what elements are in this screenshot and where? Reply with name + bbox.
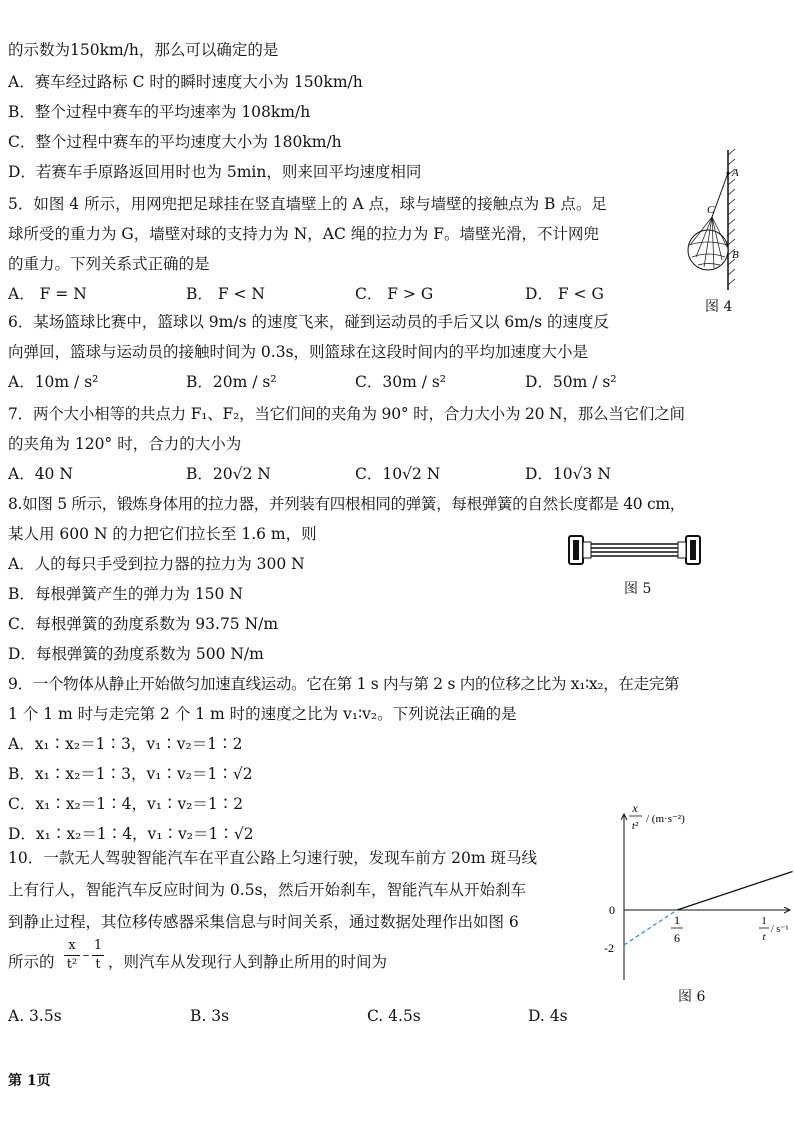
q7-stem-2: 的夹角为 120° 时，合力的大小为 [8, 435, 242, 453]
q5-option-c: C． F > G [355, 285, 434, 303]
q9-stem-2: 1 个 1 m 时与走完第 2 个 1 m 时的速度之比为 v₁∶v₂。下列说法正确的是 [8, 705, 517, 723]
q6-option-d: D．50m / s² [525, 373, 617, 391]
fig6-ylabel-unit: / (m·s⁻²) [646, 813, 685, 825]
q9-option-c: C．x₁∶x₂＝1∶4，v₁∶v₂＝1∶2 [8, 795, 244, 813]
q5-option-b: B． F < N [186, 285, 265, 303]
q5-stem-1: 5．如图 4 所示，用网兜把足球挂在竖直墙壁上的 A 点，球与墙壁的接触点为 B 点。足 [8, 195, 607, 213]
q9-option-d: D．x₁∶x₂＝1∶4，v₁∶v₂＝1∶√2 [8, 825, 254, 843]
q9-option-a: A．x₁∶x₂＝1∶3，v₁∶v₂＝1∶2 [8, 735, 243, 753]
q5-option-a: A． F = N [8, 285, 87, 303]
q10-stem-4-pre: 所示的 [8, 953, 55, 971]
q7-option-b: B．20√2 N [186, 465, 271, 483]
q9-option-b: B．x₁∶x₂＝1∶3，v₁∶v₂＝1∶√2 [8, 765, 253, 783]
q4-option-c: C．整个过程中赛车的平均速度大小为 180km/h [8, 133, 342, 151]
figure-5 [566, 533, 706, 567]
q10-option-a: A. 3.5s [8, 1007, 62, 1025]
fig6-x-tick-den: 6 [674, 931, 680, 945]
q10-stem-4-post: ，则汽车从发现行人到静止所用的时间为 [108, 953, 388, 971]
q9-stem-1: 9．一个物体从静止开始做匀加速直线运动。它在第 1 s 内与第 2 s 内的位移之比为 x₁∶x₂，在走完第 [8, 675, 680, 693]
q10-option-d: D. 4s [528, 1007, 568, 1025]
q8-option-a: A．人的每只手受到拉力器的拉力为 300 N [8, 555, 305, 573]
q4-option-b: B．整个过程中赛车的平均速率为 108km/h [8, 103, 311, 121]
fig4-label-b: B [732, 249, 739, 261]
q10-frac-dash: – [82, 948, 90, 963]
fig6-solid-line [677, 872, 793, 911]
page-footer: 第 1页 [8, 1073, 51, 1089]
q10-frac-num-1: x [68, 938, 76, 953]
q7-option-d: D．10√3 N [525, 465, 611, 483]
q8-stem-1: 8.如图 5 所示，锻炼身体用的拉力器，并列装有四根相同的弹簧，每根弹簧的自然长度都是 40 cm， [8, 495, 685, 513]
q5-stem-3: 的重力。下列关系式正确的是 [8, 255, 210, 273]
figure-4 [680, 145, 760, 295]
q10-option-c: C. 4.5s [367, 1007, 421, 1025]
fig6-xlabel-den: t [762, 931, 766, 943]
q6-option-a: A．10m / s² [8, 373, 99, 391]
figure-6 [596, 800, 794, 990]
fig6-dashed-line [624, 910, 677, 945]
q8-option-c: C．每根弹簧的劲度系数为 93.75 N/m [8, 615, 279, 633]
q4-option-a: A．赛车经过路标 C 时的瞬时速度大小为 150km/h [8, 73, 363, 91]
q4-option-d: D．若赛车手原路返回用时也为 5min，则来回平均速度相同 [8, 163, 422, 181]
q5-option-d: D． F < G [525, 285, 604, 303]
q10-frac-bar-1 [64, 955, 80, 956]
q10-stem-1: 10．一款无人驾驶智能汽车在平直公路上匀速行驶，发现车前方 20m 斑马线 [8, 849, 538, 867]
q7-option-a: A．40 N [8, 465, 73, 483]
q10-option-b: B. 3s [190, 1007, 230, 1025]
q5-stem-2: 球所受的重力为 G，墙壁对球的支持力为 N，AC 绳的拉力为 F。墙壁光滑，不计网兜 [8, 225, 599, 243]
q7-option-c: C．10√2 N [355, 465, 441, 483]
intro-line: 的示数为150km/h，那么可以确定的是 [8, 41, 279, 59]
fig4-caption: 图 4 [705, 299, 733, 315]
fig6-xlabel-num: 1 [761, 915, 767, 927]
q8-option-d: D．每根弹簧的劲度系数为 500 N/m [8, 645, 264, 663]
q10-stem-2: 上有行人，智能汽车反应时间为 0.5s，然后开始刹车，智能汽车从开始刹车 [8, 881, 527, 899]
q10-frac-bar-2 [92, 955, 104, 956]
q8-option-b: B．每根弹簧产生的弹力为 150 N [8, 585, 243, 603]
fig6-caption: 图 6 [678, 989, 706, 1005]
fig4-label-c: C [707, 204, 715, 216]
q10-frac-den-2: t [95, 957, 101, 972]
fig6-xlabel-unit: / s⁻¹ [771, 924, 789, 935]
fig6-ylabel-den: t² [631, 820, 639, 832]
fig4-label-a: A [732, 167, 739, 179]
fig6-ylabel-num: x [632, 801, 638, 815]
q7-stem-1: 7．两个大小相等的共点力 F₁、F₂，当它们间的夹角为 90° 时，合力大小为 20 N，那么当它们之间 [8, 405, 685, 423]
q6-option-b: B．20m / s² [186, 373, 277, 391]
q10-stem-3: 到静止过程，其位移传感器采集信息与时间关系，通过数据处理作出如图 6 [8, 913, 519, 931]
q6-stem-1: 6．某场篮球比赛中，篮球以 9m/s 的速度飞来，碰到运动员的手后又以 6m/s 的速度反 [8, 313, 610, 331]
q10-frac-num-2: 1 [93, 938, 103, 953]
fig6-y-intercept-label: -2 [604, 941, 614, 955]
q6-stem-2: 向弹回，篮球与运动员的接触时间为 0.3s，则篮球在这段时间内的平均加速度大小是 [8, 343, 589, 361]
q10-frac-den-1: t² [66, 957, 78, 972]
q6-option-c: C．30m / s² [355, 373, 447, 391]
q8-stem-2: 某人用 600 N 的力把它们拉长至 1.6 m，则 [8, 525, 317, 543]
fig6-origin-label: 0 [609, 903, 615, 917]
fig5-caption: 图 5 [624, 581, 652, 597]
fig6-x-tick-num: 1 [674, 913, 680, 927]
